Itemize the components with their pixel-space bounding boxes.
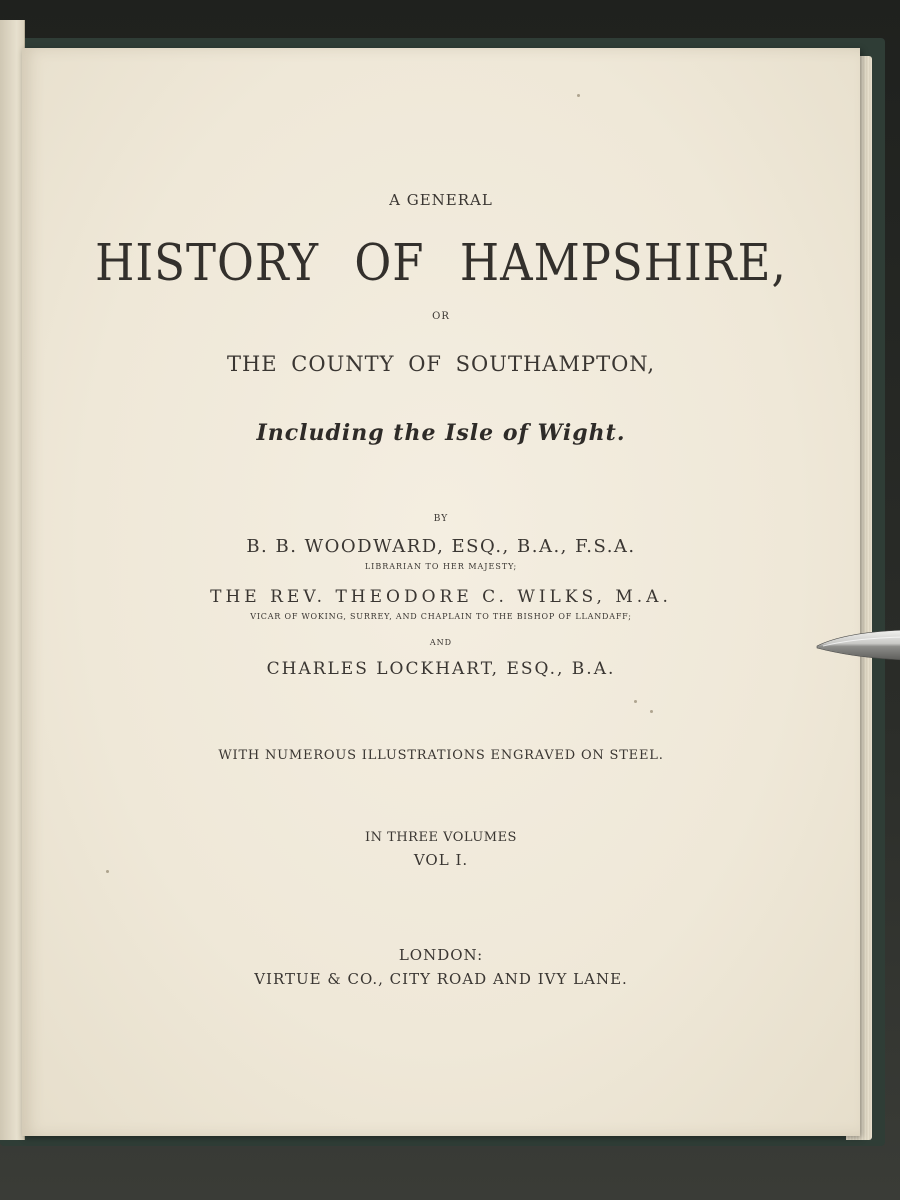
and-line: AND (429, 638, 453, 647)
author-role: LIBRARIAN TO HER MAJESTY; (364, 562, 518, 571)
volumes-line: IN THREE VOLUMES (365, 830, 517, 845)
by-line: BY (433, 514, 449, 524)
imprint-publisher: VIRTUE & CO., CITY ROAD AND IVY LANE. (254, 970, 628, 988)
or-line: OR (432, 311, 450, 322)
paper-speck (106, 870, 109, 873)
author-name: CHARLES LOCKHART, ESQ., B.A. (266, 659, 616, 679)
author-name: B. B. WOODWARD, ESQ., B.A., F.S.A. (246, 536, 636, 557)
imprint-city: LONDON: (398, 946, 484, 964)
title-page (22, 48, 860, 1136)
subtitle: THE COUNTY OF SOUTHAMPTON, (226, 352, 656, 376)
volume-number: VOL I. (413, 851, 469, 869)
paper-speck (634, 700, 637, 703)
blackletter-line: Including the Isle of Wight. (256, 420, 626, 446)
author-role: VICAR OF WOKING, SURREY, AND CHAPLAIN TO THE BISHOP OF LLANDAFF; (250, 612, 632, 621)
paper-speck (577, 94, 580, 97)
illustrations-line: WITH NUMEROUS ILLUSTRATIONS ENGRAVED ON STEEL. (218, 748, 664, 763)
paper-speck (650, 710, 653, 713)
main-title: HISTORY OF HAMPSHIRE, (95, 232, 787, 293)
author-name: THE REV. THEODORE C. WILKS, M.A. (210, 587, 672, 607)
metal-blade-icon (815, 626, 900, 664)
pre-title: A GENERAL (389, 191, 493, 209)
